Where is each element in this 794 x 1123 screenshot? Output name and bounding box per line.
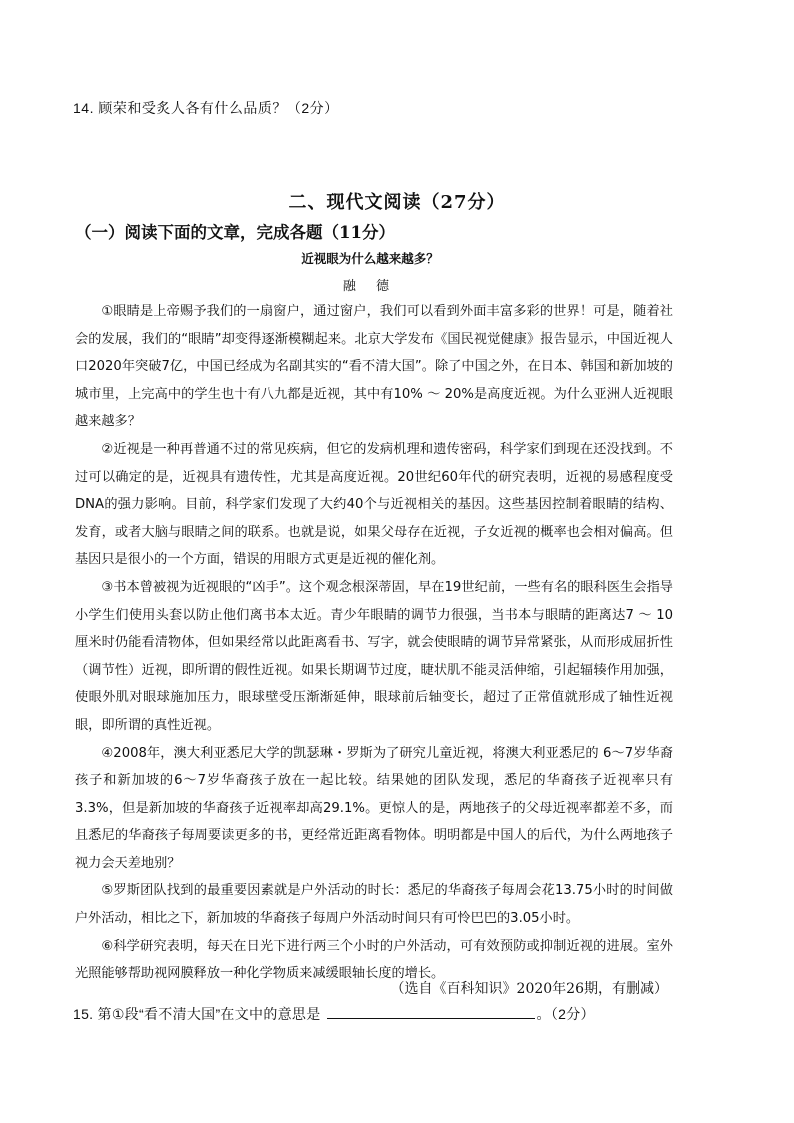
article-source: （选自《百科知识》2020年26期，有删减） xyxy=(390,981,668,997)
paragraph-5: ⑤罗斯团队找到的最重要因素就是户外活动的时长：悉尼的华裔孩子每周会花13.75小时的时间做户外活动，相比之下，新加坡的华裔孩子每周户外活动时间只有可怜巴巴的3.05小时。 xyxy=(75,883,673,927)
paragraph-3: ③书本曾被视为近视眼的“凶手”。这个观念根深蒂固，早在19世纪前，一些有名的眼科医生会指导小学生们使用头套以防止他们离书本太近。青少年眼睛的调节力很强，当书本与眼睛的距离达7 ～ 10厘米时仍能看清物体，但如果经常以此距离看书、写字，就会使眼睛的调节异常紧张，从而形成屈折性（调节性）近视，即所谓的假性近视。如果长期调节过度，睫状肌不能灵活伸缩，引起辐辏作用加强，使眼外肌对眼球施加压力，眼球壁受压渐渐延伸，眼球前后轴变长，超过了正常值就形成了轴性近视眼，即所谓的真性近视。 xyxy=(75,579,673,733)
article-title: 近视眼为什么越来越多？ xyxy=(301,251,439,266)
article-author: 融 德 xyxy=(342,279,398,294)
paragraph-2: ②近视是一种再普通不过的常见疾病，但它的发病机理和遗传密码，科学家们到现在还没找到。不过可以确定的是，近视具有遗传性，尤其是高度近视。20世纪60年代的研究表明，近视的易感程度受DNA的强力影响。目前，科学家们发现了大约40个与近视相关的基因。这些基因控制着眼睛的结构、发育，或者大脑与眼睛之间的联系。也就是说，如果父母存在近视，子女近视的概率也会相对偏高。但基因只是很小的一个方面，错误的用眼方式更是近视的催化剂。 xyxy=(75,441,673,568)
subsection-title: （一）阅读下面的文章，完成各题（11分） xyxy=(75,223,395,242)
question-15-text: 15. 第①段“看不清大国”在文中的意思是 xyxy=(73,1006,321,1022)
question-15-points: 。（2分） xyxy=(536,1006,595,1022)
answer-blank[interactable] xyxy=(327,1004,535,1019)
paragraph-1: ①眼睛是上帝赐予我们的一扇窗户，通过窗户，我们可以看到外面丰富多彩的世界！可是，随着社会的发展，我们的“眼睛”却变得逐渐模糊起来。北京大学发布《国民视觉健康》报告显示，中国近视人口2020年突破7亿，中国已经成为名副其实的“看不清大国”。除了中国之外，在日本、韩国和新加坡的城市里，上完高中的学生也十有八九都是近视，其中有10% ～ 20%是高度近视。为什么亚洲人近视眼越来越多？ xyxy=(75,304,673,430)
article-body xyxy=(75,298,673,988)
paragraph-4: ④2008年，澳大利亚悉尼大学的凯瑟琳・罗斯为了研究儿童近视，将澳大利亚悉尼的 6～7岁华裔孩子和新加坡的6～7岁华裔孩子放在一起比较。结果她的团队发现，悉尼的华裔孩子近视率只有3.3%，但是新加坡的华裔孩子近视率却高29.1%。更惊人的是，两地孩子的父母近视率都差不多，而且悉尼的华裔孩子每周要读更多的书，更经常近距离看物体。明明都是中国人的后代，为什么两地孩子视力会天差地别？ xyxy=(75,745,673,871)
question-14: 14. 顾荣和受炙人各有什么品质？（2分） xyxy=(73,100,339,116)
paragraph-6: ⑥科学研究表明，每天在日光下进行两三个小时的户外活动，可有效预防或抑制近视的进展。室外光照能够帮助视网膜释放一种化学物质来减缓眼轴长度的增长。 xyxy=(75,938,673,982)
section-title: 二、现代文阅读（27分） xyxy=(288,192,506,213)
question-15 xyxy=(73,1004,595,1024)
